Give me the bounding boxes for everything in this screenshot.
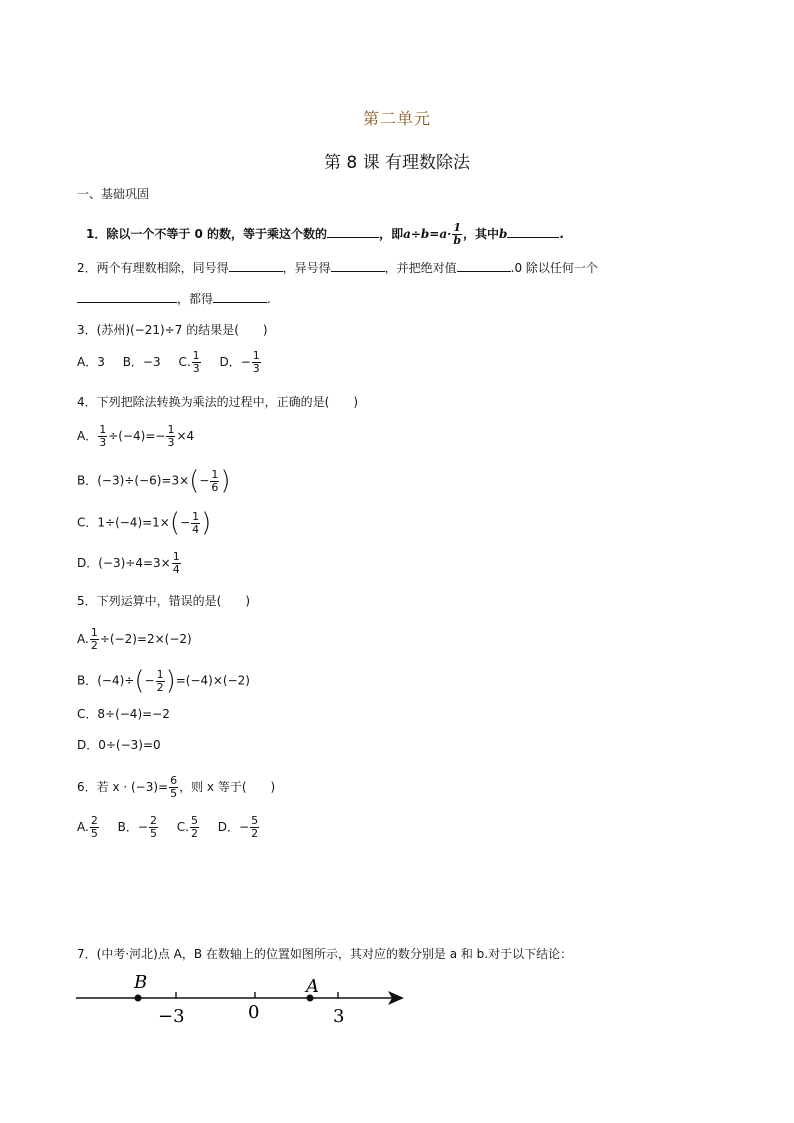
tick-3-label: 3 bbox=[333, 1006, 345, 1027]
q1-end: . bbox=[559, 227, 564, 241]
q4-option-a[interactable]: A． $\frac{1}{3}$ ÷(−4)=− $\frac{1}{3}$ ×4 bbox=[77, 423, 195, 449]
q4-option-d[interactable]: D．(−3)÷4=3× $\frac{1}{4}$ bbox=[77, 550, 180, 576]
q5-option-d[interactable]: D．0÷(−3)=0 bbox=[77, 738, 161, 752]
q1-text-c: ，其中 bbox=[463, 227, 500, 241]
q2-text-c: ，并把绝对值 bbox=[384, 261, 457, 275]
q4-option-c[interactable]: C．1÷(−4)=1×(− $\frac{1}{4}$ ) bbox=[77, 508, 212, 538]
q2-text-d: .0 除以任何一个 bbox=[510, 261, 598, 275]
q1-var-b: b bbox=[499, 227, 508, 241]
q2-blank-3[interactable] bbox=[457, 259, 511, 272]
question-2-cont bbox=[77, 290, 271, 307]
q2-text-a: 2．两个有理数相除，同号得 bbox=[77, 261, 229, 275]
q5-option-c[interactable]: C．8÷(−4)=−2 bbox=[77, 707, 170, 721]
q6-option-a[interactable]: A. $\frac{2}{5}$ bbox=[77, 814, 98, 840]
q3-option-d[interactable]: D．− $\frac{1}{3}$ bbox=[219, 349, 260, 375]
q2-blank-2[interactable] bbox=[331, 259, 385, 272]
number-line bbox=[74, 972, 414, 1032]
q3-option-a[interactable]: A．3 bbox=[77, 355, 105, 369]
left-paren: ( bbox=[189, 466, 200, 496]
q5-option-b[interactable]: B．(−4)÷(− $\frac{1}{2}$ )=(−4)×(−2) bbox=[77, 666, 250, 696]
q5-option-a[interactable]: A. $\frac{1}{2}$ ÷(−2)=2×(−2) bbox=[77, 626, 192, 652]
question-3-stem: 3．(苏州)(−21)÷7 的结果是( ) bbox=[77, 323, 268, 337]
question-1 bbox=[86, 222, 564, 247]
q1-text-a: 1．除以一个不等于 0 的数，等于乘这个数的 bbox=[86, 227, 328, 241]
question-4-stem: 4．下列把除法转换为乘法的过程中，正确的是( ) bbox=[77, 395, 359, 409]
question-5-stem: 5．下列运算中，错误的是( ) bbox=[77, 594, 250, 608]
q4-option-b[interactable]: B．(−3)÷(−6)=3×(− $\frac{1}{6}$ ) bbox=[77, 466, 231, 496]
tick-neg3-label: −3 bbox=[158, 1006, 185, 1027]
q1-formula: a÷b=a· bbox=[403, 227, 452, 241]
question-7-stem: 7．(中考·河北)点 A，B 在数轴上的位置如图所示，其对应的数分别是 a 和 b.对于以下结论： bbox=[77, 947, 573, 961]
unit-title: 第二单元 bbox=[362, 109, 431, 128]
right-paren: ) bbox=[220, 466, 231, 496]
question-6-stem: 6．若 x · (−3)= $\frac{6}{5}$ ，则 x 等于( ) bbox=[77, 774, 276, 800]
tick-0-label: 0 bbox=[248, 1002, 260, 1023]
q6-option-c[interactable]: C. $\frac{5}{2}$ bbox=[176, 814, 198, 840]
question-3-options bbox=[77, 350, 276, 375]
right-paren: ) bbox=[201, 508, 212, 538]
q6-option-d[interactable]: D．− $\frac{5}{2}$ bbox=[217, 814, 259, 840]
q2-blank-1[interactable] bbox=[229, 259, 283, 272]
q1-blank-2[interactable] bbox=[507, 225, 559, 238]
q1-fraction: $\frac{1}{b}$ bbox=[453, 221, 462, 247]
question-6-options bbox=[77, 815, 274, 840]
left-paren: ( bbox=[134, 666, 145, 696]
q1-text-b: ，即 bbox=[379, 227, 404, 241]
lesson-title: 第 8 课 有理数除法 bbox=[323, 153, 471, 173]
q2-text-e: ，都得 bbox=[177, 292, 214, 306]
section-title: 一、基础巩固 bbox=[77, 187, 150, 201]
q2-blank-4[interactable] bbox=[77, 290, 177, 303]
point-b bbox=[135, 995, 142, 1002]
q6-option-b[interactable]: B．− $\frac{2}{5}$ bbox=[117, 814, 157, 840]
right-paren: ) bbox=[165, 666, 176, 696]
question-2 bbox=[77, 259, 598, 276]
q3-option-b[interactable]: B．−3 bbox=[122, 355, 161, 369]
point-b-label: B bbox=[134, 972, 148, 993]
q2-blank-5[interactable] bbox=[213, 290, 267, 303]
q2-end: . bbox=[267, 292, 271, 306]
q3-option-c[interactable]: C. $\frac{1}{3}$ bbox=[178, 349, 200, 375]
q1-blank-1[interactable] bbox=[327, 225, 379, 238]
left-paren: ( bbox=[169, 508, 181, 538]
q2-text-b: ，异号得 bbox=[282, 261, 331, 275]
point-a-label: A bbox=[306, 976, 319, 997]
